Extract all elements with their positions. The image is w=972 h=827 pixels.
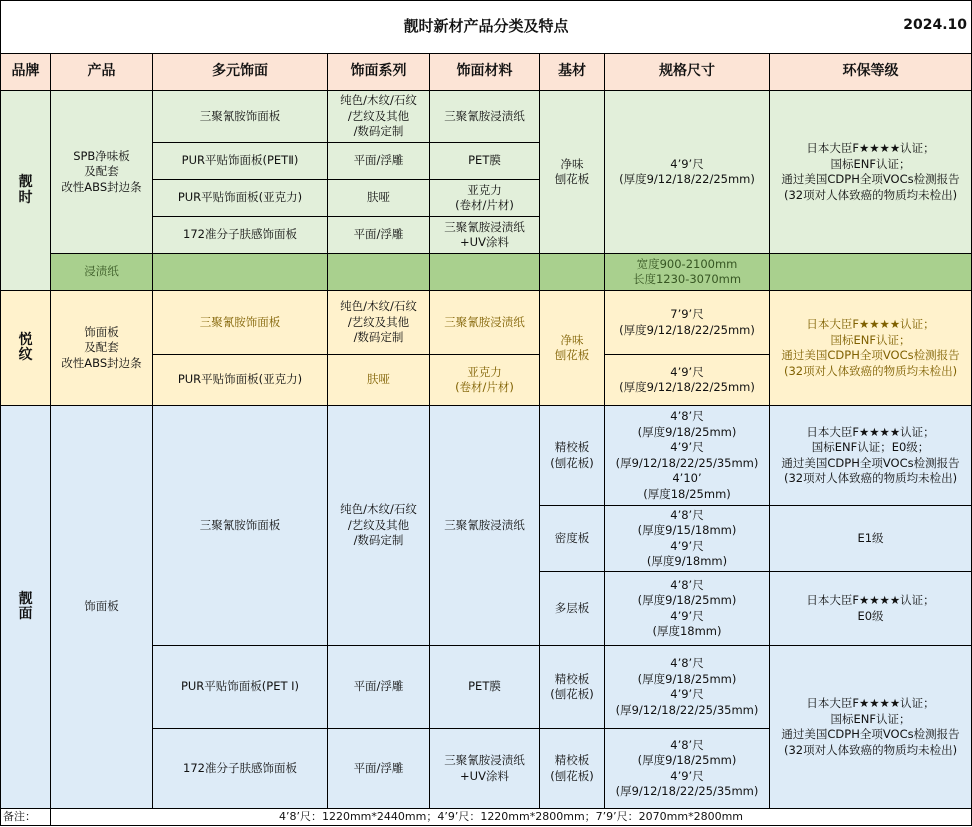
finish-cell: PUR平贴饰面板(PETⅡ) — [153, 143, 328, 180]
finish-cell: 172准分子肤感饰面板 — [153, 217, 328, 254]
substrate-cell: 精校板 (刨花板) — [540, 729, 605, 809]
spec-cell: 4’8’尺 (厚度9/18/25mm) 4’9’尺 (厚9/12/18/22/25/35mm) — [605, 729, 770, 809]
env-cell: 日本大臣F★★★★认证； 国标ENF认证；E0级； 通过美国CDPH全项VOCs检测报告 (32项对人体致癌的物质均未检出) — [770, 406, 972, 506]
series-cell: 纯色/木纹/石纹 /艺纹及其他 /数码定制 — [328, 91, 430, 143]
header-cell: 规格尺寸 — [605, 54, 770, 91]
material-cell: 亚克力 (卷材/片材) — [430, 180, 540, 217]
spec-cell: 宽度900-2100mm 长度1230-3070mm — [605, 254, 770, 291]
header-cell: 品牌 — [1, 54, 51, 91]
material-cell: PET膜 — [430, 143, 540, 180]
product-cell: 饰面板 — [51, 406, 153, 809]
substrate-cell: 精校板 (刨花板) — [540, 646, 605, 729]
date: 2024.10 — [903, 17, 968, 33]
header-row — [1, 54, 972, 91]
page-title: 靓时新材产品分类及特点 — [403, 17, 569, 36]
env-cell: 日本大臣F★★★★认证； 国标ENF认证； 通过美国CDPH全项VOCs检测报告 (32项对人体致癌的物质均未检出) — [770, 646, 972, 809]
brand-cell: 悦 纹 — [1, 291, 51, 406]
material-cell: PET膜 — [430, 646, 540, 729]
product-cell: 饰面板 及配套 改性ABS封边条 — [51, 291, 153, 406]
note-label: 备注： — [1, 809, 51, 826]
empty-cell — [770, 254, 972, 291]
table-row — [1, 91, 972, 143]
brand-cell: 靓 时 — [1, 91, 51, 291]
finish-cell: PUR平贴饰面板(亚克力) — [153, 355, 328, 406]
series-cell: 纯色/木纹/石纹 /艺纹及其他 /数码定制 — [328, 406, 430, 646]
table-row — [1, 291, 972, 355]
spec-cell: 4’8’尺 (厚度9/18/25mm) 4’9’尺 (厚度18mm) — [605, 572, 770, 646]
title-cell — [1, 1, 972, 54]
material-cell: 三聚氰胺浸渍纸 +UV涂料 — [430, 217, 540, 254]
spec-cell: 7’9’尺 (厚度9/12/18/22/25mm) — [605, 291, 770, 355]
header-cell: 环保等级 — [770, 54, 972, 91]
env-cell: 日本大臣F★★★★认证； E0级 — [770, 572, 972, 646]
finish-cell: PUR平贴饰面板(PET Ⅰ) — [153, 646, 328, 729]
material-cell: 三聚氰胺浸渍纸 — [430, 91, 540, 143]
env-cell: E1级 — [770, 506, 972, 572]
series-cell: 平面/浮雕 — [328, 646, 430, 729]
table-row — [1, 406, 972, 506]
env-cell: 日本大臣F★★★★认证； 国标ENF认证； 通过美国CDPH全项VOCs检测报告 (32项对人体致癌的物质均未检出) — [770, 91, 972, 254]
substrate-cell: 多层板 — [540, 572, 605, 646]
empty-cell — [153, 254, 328, 291]
series-cell: 平面/浮雕 — [328, 143, 430, 180]
product-cell: 浸渍纸 — [51, 254, 153, 291]
header-cell: 多元饰面 — [153, 54, 328, 91]
material-cell: 三聚氰胺浸渍纸 +UV涂料 — [430, 729, 540, 809]
series-cell: 肤哑 — [328, 180, 430, 217]
header-cell: 饰面材料 — [430, 54, 540, 91]
series-cell: 肤哑 — [328, 355, 430, 406]
substrate-cell: 净味 刨花板 — [540, 91, 605, 254]
header-cell: 基材 — [540, 54, 605, 91]
table-row — [1, 254, 972, 291]
finish-cell: 172准分子肤感饰面板 — [153, 729, 328, 809]
empty-cell — [430, 254, 540, 291]
series-cell: 平面/浮雕 — [328, 217, 430, 254]
series-cell: 平面/浮雕 — [328, 729, 430, 809]
brand-cell: 靓 面 — [1, 406, 51, 809]
spec-cell: 4’8’尺 (厚度9/18/25mm) 4’9’尺 (厚9/12/18/22/25/35mm) — [605, 646, 770, 729]
material-cell: 三聚氰胺浸渍纸 — [430, 291, 540, 355]
header-cell: 饰面系列 — [328, 54, 430, 91]
spec-cell: 4’8’尺 (厚度9/15/18mm) 4’9’尺 (厚度9/18mm) — [605, 506, 770, 572]
finish-cell: 三聚氰胺饰面板 — [153, 291, 328, 355]
empty-cell — [540, 254, 605, 291]
spec-cell: 4’9’尺 (厚度9/12/18/22/25mm) — [605, 355, 770, 406]
empty-cell — [328, 254, 430, 291]
series-cell: 纯色/木纹/石纹 /艺纹及其他 /数码定制 — [328, 291, 430, 355]
product-cell: SPB净味板 及配套 改性ABS封边条 — [51, 91, 153, 254]
spec-cell: 4’9’尺 (厚度9/12/18/22/25mm) — [605, 91, 770, 254]
finish-cell: 三聚氰胺饰面板 — [153, 91, 328, 143]
substrate-cell: 密度板 — [540, 506, 605, 572]
material-cell: 三聚氰胺浸渍纸 — [430, 406, 540, 646]
substrate-cell: 精校板 (刨花板) — [540, 406, 605, 506]
material-cell: 亚克力 (卷材/片材) — [430, 355, 540, 406]
spec-cell: 4’8’尺 (厚度9/18/25mm) 4’9’尺 (厚9/12/18/22/25/35mm) 4’10’ (厚度18/25mm) — [605, 406, 770, 506]
note-row — [1, 809, 972, 826]
note-text: 4’8’尺：1220mm*2440mm；4’9’尺：1220mm*2800mm；7’9’尺：2070mm*2800mm — [51, 809, 972, 826]
finish-cell: PUR平贴饰面板(亚克力) — [153, 180, 328, 217]
substrate-cell: 净味 刨花板 — [540, 291, 605, 406]
env-cell: 日本大臣F★★★★认证； 国标ENF认证； 通过美国CDPH全项VOCs检测报告 (32项对人体致癌的物质均未检出) — [770, 291, 972, 406]
finish-cell: 三聚氰胺饰面板 — [153, 406, 328, 646]
header-cell: 产品 — [51, 54, 153, 91]
